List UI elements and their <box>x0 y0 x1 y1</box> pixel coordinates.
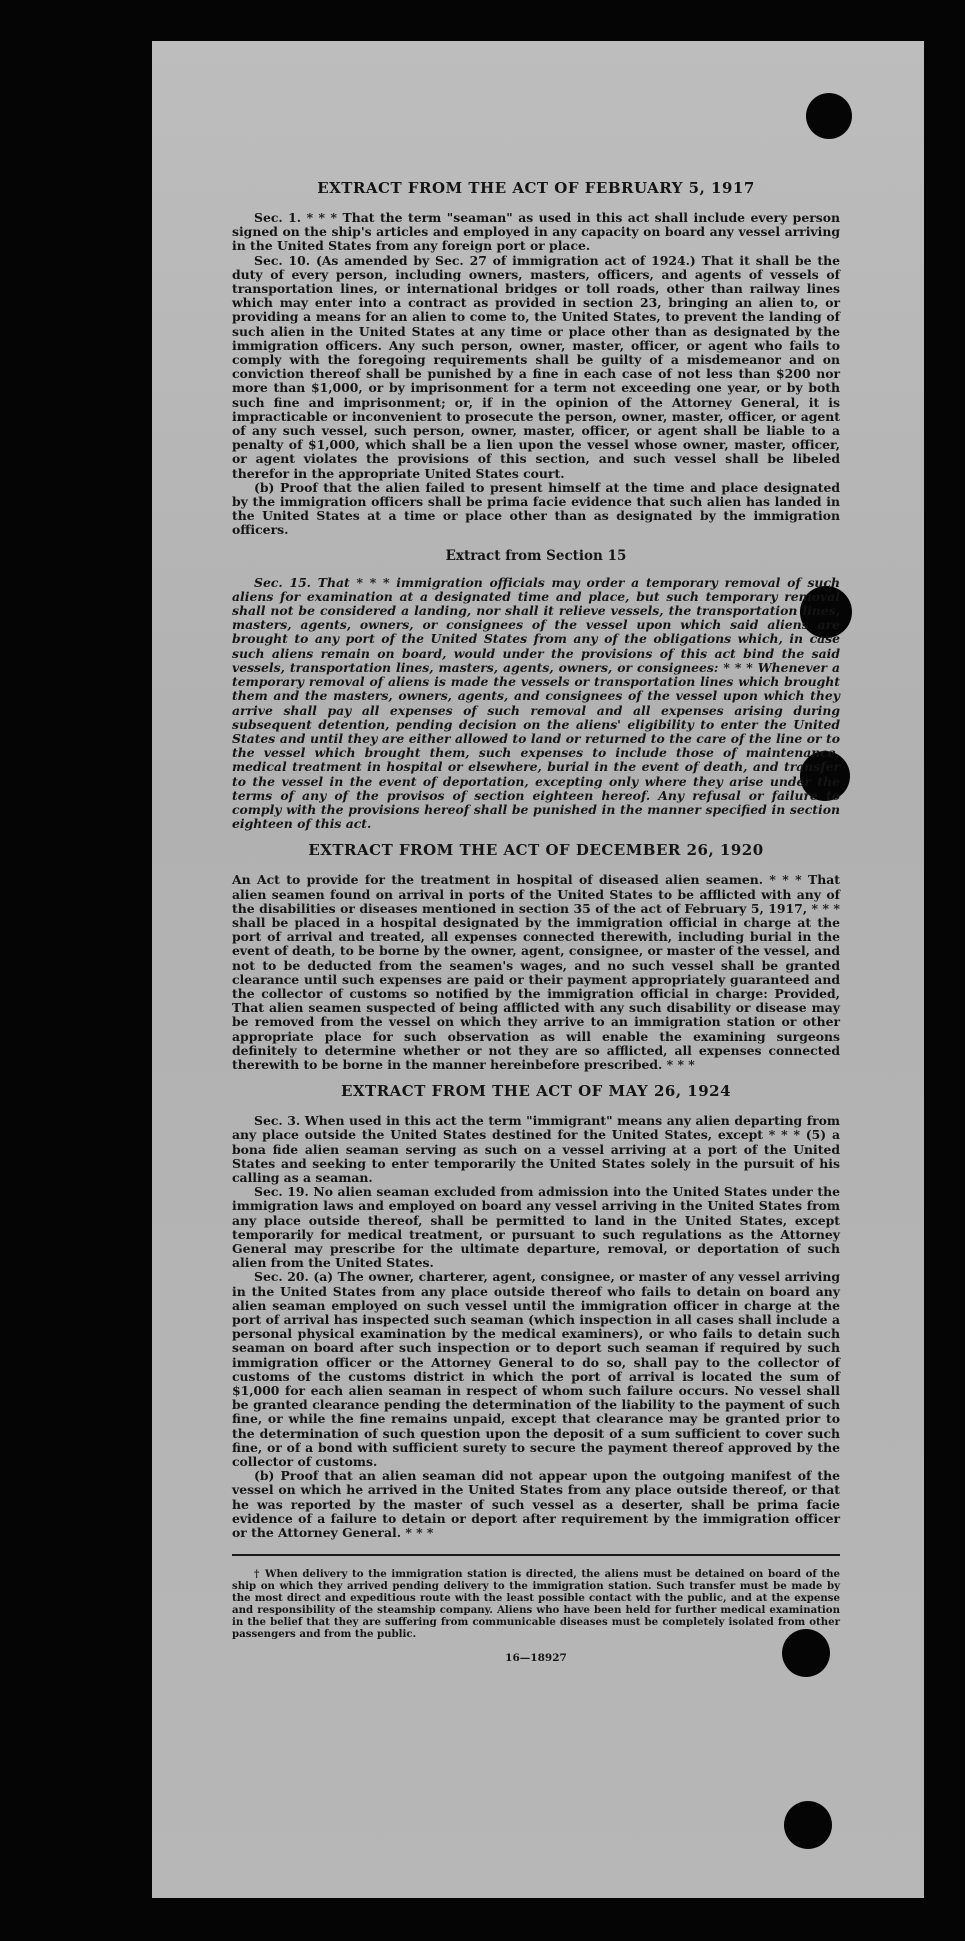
sec-20b-1924: (b) Proof that an alien seaman did not appear upon the outgoing manifest of the vessel on which he arrived in the United States from any place outside thereof, or that he was reported by the master of such vessel as a deserter, shall be prima facie evidence of a failure to detain or deport after requirement by the immigration officer or the Attorney General. * * * <box>232 1468 840 1541</box>
footnote <box>232 1568 840 1640</box>
sec-10-1917: Sec. 10. (As amended by Sec. 27 of immigration act of 1924.) That it shall be the duty of every person, including owners, masters, officers, and agents of vessels of transportation lines, or international bridges or toll roads, other than railway lines which may enter into a contract as provided in section 23, bringing an alien to, or providing a means for an alien to come to, the United States, to prevent the landing of such alien in the United States at any time or place other than as designated by the immigration officers. Any such person, owner, master, officer, or agent who fails to comply with the foregoing requirements shall be guilty of a misdemeanor and on conviction thereof shall be punished by a fine in each case of not less than $200 nor more than $1,000, or by imprisonment for a term not exceeding one year, or by both such fine and imprisonment; or, if in the opinion of the Attorney General, it is impracticable or inconvenient to prosecute the person, owner, master, officer, or agent of any such vessel, such person, owner, master, officer, or agent shall be liable to a penalty of $1,000, which shall be a lien upon the vessel whose owner, master, officer, or agent violates the provisions of this section, and such vessel shall be libeled therefor in the appropriate United States court. <box>232 252 840 481</box>
sec-15-text: Sec. 15. That * * * immigration officials may order a temporary removal of such aliens for examination at a designated time and place, but such temporary removal shall not be considered a landing, nor shall it relieve vessels, the transportation lines, masters, agents, owners, or consignees of the vessel upon which said aliens are brought to any port of the United States from any of the obligations which, in case such aliens remain on board, would under the provisions of this act bind the said vessels, transportation lines, masters, agents, owners, or consignees: * * * Whenever a temporary removal of aliens is made the vessels or transportation lines which brought them and the masters, owners, agents, and consignees of the vessel upon which they arrive shall pay all expenses of such removal and all expenses arising during subsequent detention, pending decision on the aliens' eligibility to enter the United States and until they are either allowed to land or returned to the care of the line or to the vessel which brought them, such expenses to include those of maintenance, medical treatment in hospital or elsewhere, burial in the event of death, and transfer to the vessel in the event of deportation, excepting only where they arise under the terms of any of the provisos of section eighteen hereof. Any refusal or failure to comply with the provisions hereof shall be punished in the manner specified in section eighteen of this act. <box>232 574 840 832</box>
section-1920 <box>232 873 840 1072</box>
document-body <box>232 179 840 1664</box>
form-number: 16—18927 <box>505 1652 567 1665</box>
heading-act-1924: EXTRACT FROM THE ACT OF MAY 26, 1924 <box>340 1082 732 1101</box>
punch-hole-bottom <box>784 1801 832 1849</box>
act-1920-text: An Act to provide for the treatment in hospital of diseased alien seamen. * * * That alien seamen found on arrival in ports of the United States to be afflicted with any of the disabilities or diseases mentioned in section 35 of the act of February 5, 1917, * * * shall be placed in a hospital designated by the immigration official in charge at the port of arrival and treated, all expenses connected therewith, including burial in the event of death, to be borne by the owner, agent, consignee, or master of the vessel, and not to be deducted from the seamen's wages, and no such vessel shall be granted clearance until such expenses are paid or their payment appropriately guaranteed and the collector of customs so notified by the immigration official in charge: Provided, That alien seamen suspected of being afflicted with any such disability or disease may be removed from the vessel on which they arrive to an immigration station or other appropriate place for such observation as will enable the examining surgeons definitely to determine whether or not they are so afflicted, all expenses connected therewith to be borne in the manner hereinbefore prescribed. * * * <box>232 872 840 1072</box>
subheading-section-15: Extract from Section 15 <box>445 547 627 564</box>
sec-10b-1917: (b) Proof that the alien failed to present himself at the time and place designated by the immigration officers shall be prima facie evidence that such alien has landed in the United States at a time or place other than as designated by the immigration officers. <box>232 479 840 538</box>
document-page <box>152 41 924 1898</box>
section-1924 <box>232 1114 840 1540</box>
sec-3-1924: Sec. 3. When used in this act the term "immigrant" means any alien departing from any place outside the United States destined for the United States, except * * * (5) a bona fide alien seaman serving as such on a vessel arriving at a port of the United States and seeking to enter temporarily the United States solely in the pursuit of his calling as a seaman. <box>232 1113 840 1185</box>
sec-20a-1924: Sec. 20. (a) The owner, charterer, agent, consignee, or master of any vessel arriving in the United States from any place outside thereof who fails to detain on board any alien seaman employed on such vessel until the immigration officer in charge at the port of arrival has inspected such seaman (which inspection in all cases shall include a personal physical examination by the medical examiners), or who fails to detain such seaman on board after such inspection or to deport such seaman if required by such immigration officer or the Attorney General to do so, shall pay to the collector of customs of the customs district in which the port of arrival is located the sum of $1,000 for each alien seaman in respect of whom such failure occurs. No vessel shall be granted clearance pending the determination of the liability to the payment of such fine, or while the fine remains unpaid, except that clearance may be granted prior to the determination of such question upon the deposit of a sum sufficient to cover such fine, or of a bond with sufficient surety to secure the payment thereof approved by the collector of customs. <box>232 1269 840 1470</box>
heading-act-1917: EXTRACT FROM THE ACT OF FEBRUARY 5, 1917 <box>317 179 755 197</box>
punch-hole-top <box>806 93 852 139</box>
section-1917 <box>232 211 840 538</box>
section-15 <box>232 576 840 832</box>
footnote-text: † When delivery to the immigration station is directed, the aliens must be detained on board of the ship on which they arrived pending delivery to the immigration station. Such transfer must be made by the most direct and expeditious route with the least possible contact with the public, and at the expense and responsibility of the steamship company. Aliens who have been held for further medical examination in the belief that they are suffering from communicable diseases must be completely isolated from other passengers and from the public. <box>232 1568 840 1641</box>
heading-act-1920: EXTRACT FROM THE ACT OF DECEMBER 26, 1920 <box>308 841 764 860</box>
sec-1-1917: Sec. 1. * * * That the term "seaman" as used in this act shall include every person signed on the ship's articles and employed in any capacity on board any vessel arriving in the United States from any foreign port or place. <box>232 210 840 254</box>
divider-rule <box>232 1554 840 1556</box>
sec-19-1924: Sec. 19. No alien seaman excluded from admission into the United States under the immigration laws and employed on board any vessel arriving in the United States from any place outside thereof, shall be permitted to land in the United States, except temporarily for medical treatment, or pursuant to such regulations as the Attorney General may prescribe for the ultimate departure, removal, or deportation of such alien from the United States. <box>232 1184 840 1271</box>
